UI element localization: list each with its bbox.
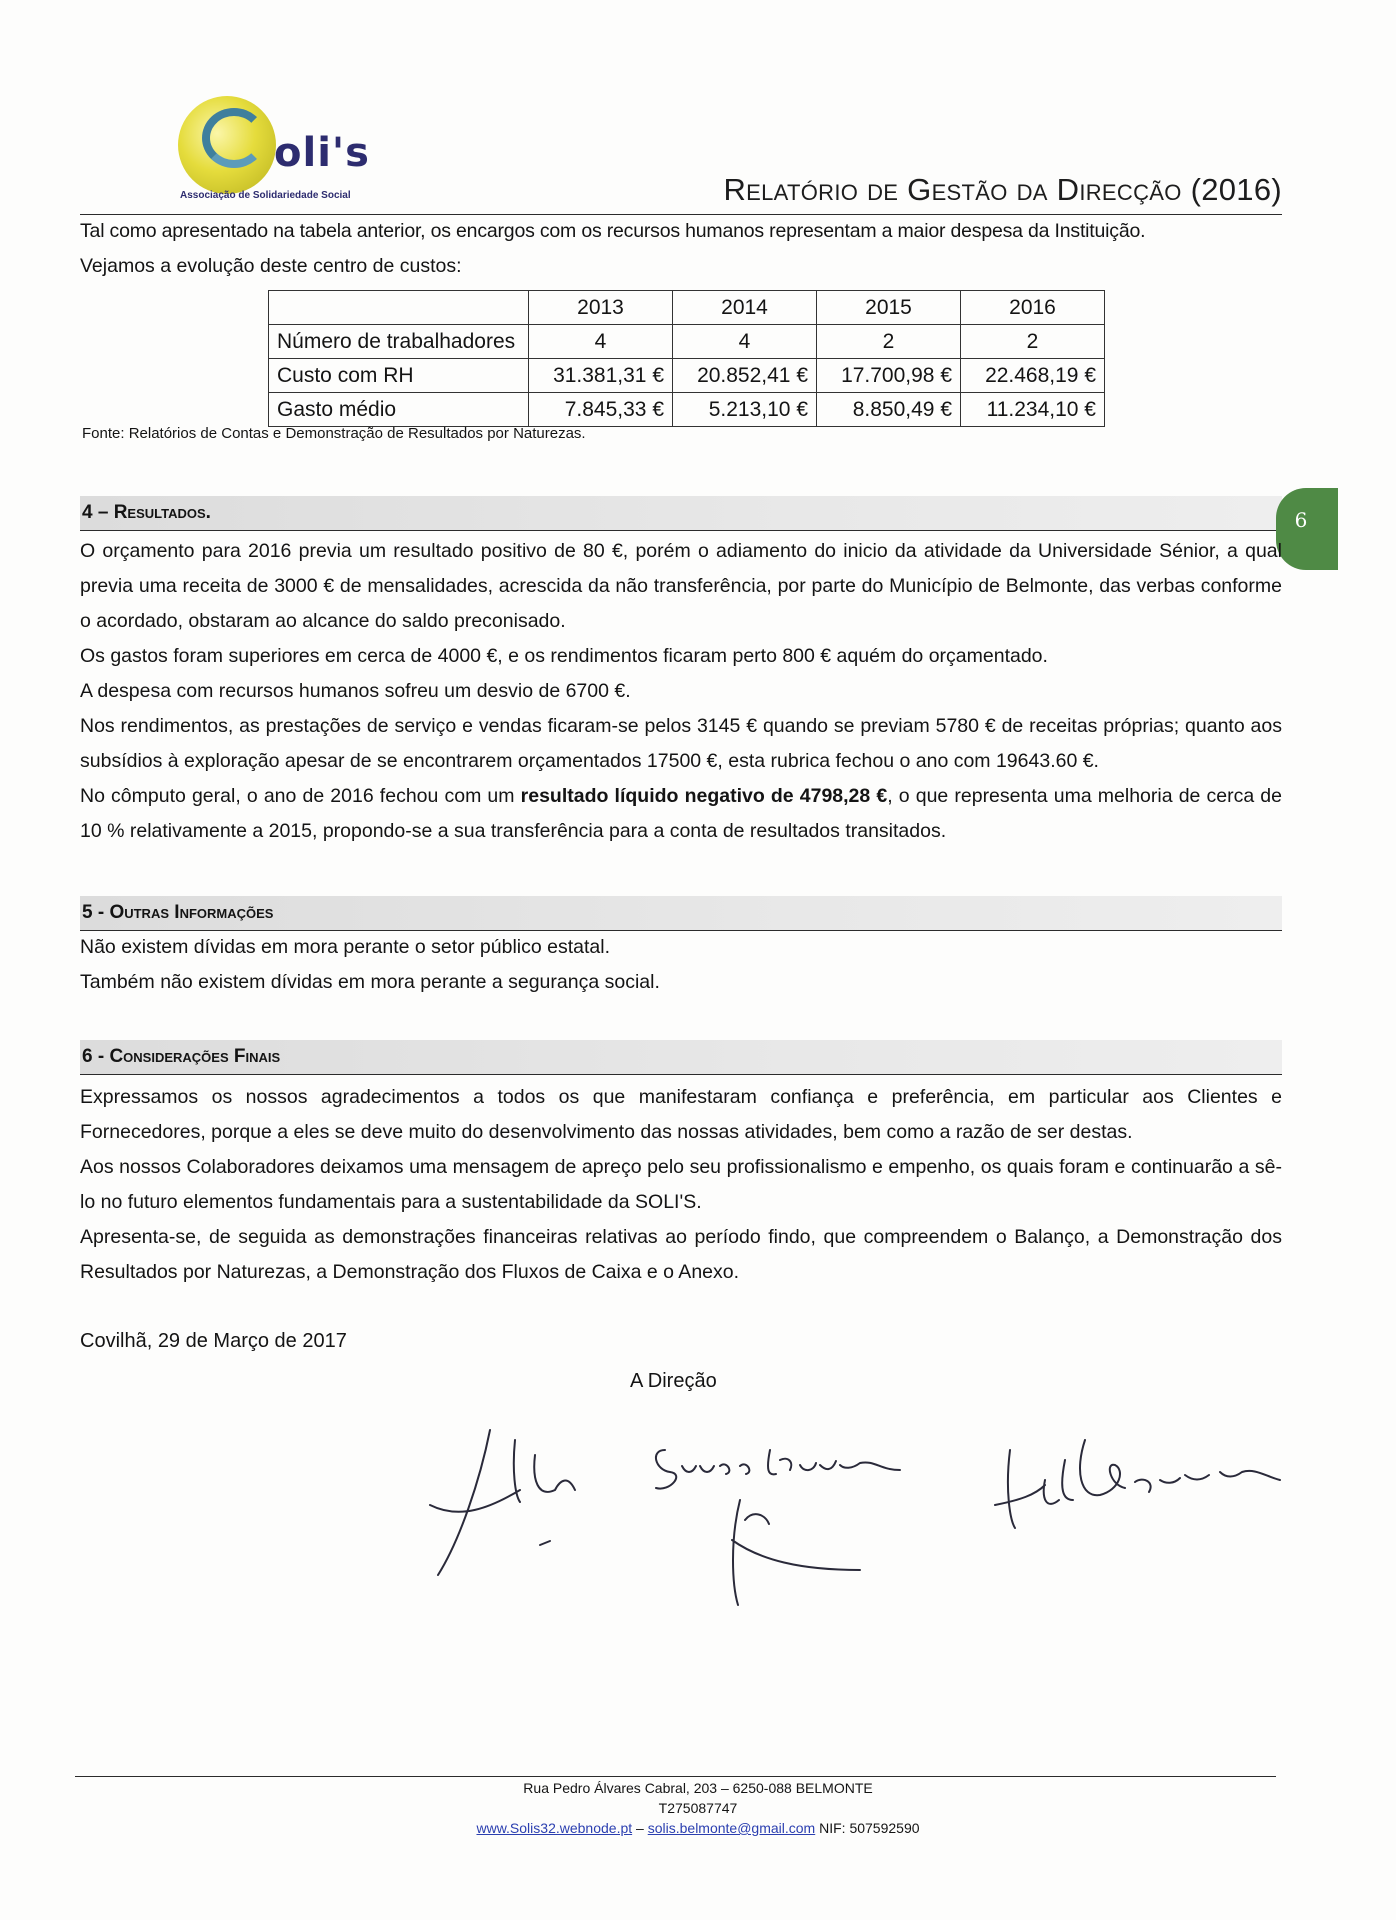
page-number: 6 <box>1294 508 1308 532</box>
table-header-row <box>269 291 1105 325</box>
net-result-highlight: resultado líquido negativo de 4798,28 € <box>520 785 888 807</box>
results-p5-end: , o que representa uma melhoria de cerca de 10 % relativamente a 2015, propondo-se a sua transferência para a conta de resultados transitados. <box>80 785 1282 842</box>
footer-separator: – <box>632 1820 648 1836</box>
results-paragraph-1: O orçamento para 2016 previa um resultado positivo de 80 €, porém o adiamento do inicio da atividade da Universidade Sénior, a qual previa uma receita de 3000 € de mensalidades, acrescida da não transferência, por parte do Município de Belmonte, das verbas conforme o acordado, obstaram ao alcance do saldo preconisado. <box>80 540 1282 632</box>
table-source-note: Fonte: Relatórios de Contas e Demonstração de Resultados por Naturezas. <box>82 425 586 442</box>
page-number-tab <box>1276 488 1338 570</box>
table-row <box>269 393 1105 427</box>
intro-line-2: Vejamos a evolução deste centro de custos: <box>80 255 462 277</box>
year-header: 2015 <box>817 291 961 325</box>
section-5-heading-bar <box>80 896 1282 931</box>
footer-nif: NIF: 507592590 <box>815 1820 920 1836</box>
handwritten-signatures <box>420 1410 1340 1610</box>
table-row <box>269 359 1105 393</box>
final-paragraph-3: Apresenta-se, de seguida as demonstrações financeiras relativas ao período findo, que compreendem o Balanço, a Demonstração dos Resultados por Naturezas, a Demonstração dos Fluxos de Caixa e o Anexo. <box>80 1226 1282 1283</box>
table-cell: 2 <box>817 325 961 359</box>
section-4-heading-bar <box>80 496 1282 531</box>
footer-phone: T275087747 <box>658 1800 738 1816</box>
intro-line-1: Tal como apresentado na tabela anterior, os encargos com os recursos humanos representam a maior despesa da Instituição. <box>80 220 1146 242</box>
table-cell: 2 <box>961 325 1105 359</box>
year-header: 2016 <box>961 291 1105 325</box>
report-title: Relatório de Gestão da Direcção (2016) <box>723 172 1282 207</box>
signature-2-name <box>656 1450 900 1489</box>
table-cell: 22.468,19 € <box>961 359 1105 393</box>
table-cell: 7.845,33 € <box>529 393 673 427</box>
table-corner-cell <box>269 291 529 325</box>
row-label: Número de trabalhadores <box>269 325 529 359</box>
year-header: 2013 <box>529 291 673 325</box>
section-6-heading: 6 - Considerações Finais <box>82 1046 281 1067</box>
footer-address: Rua Pedro Álvares Cabral, 203 – 6250-088 BELMONTE <box>523 1780 873 1796</box>
section-5-body <box>80 930 1282 1000</box>
table-cell: 4 <box>529 325 673 359</box>
section-6-heading-bar <box>80 1040 1282 1075</box>
results-paragraph-3: A despesa com recursos humanos sofreu um desvio de 6700 €. <box>80 680 631 702</box>
table-cell: 5.213,10 € <box>673 393 817 427</box>
results-paragraph-4: Nos rendimentos, as prestações de serviço e vendas ficaram-se pelos 3145 € quando se previam 5780 € de receitas próprias; quanto aos subsídios à exploração apesar de se encontrarem orçamentados 17500 €, esta rubrica fechou o ano com 19643.60 €. <box>80 715 1282 772</box>
logo-subtitle: Associação de Solidariedade Social <box>180 190 351 201</box>
logo-name: oli's <box>274 130 370 176</box>
footer-divider <box>75 1776 1276 1777</box>
other-info-line-2: Também não existem dívidas em mora perante a segurança social. <box>80 971 660 993</box>
intro-paragraph <box>80 214 1282 284</box>
final-paragraph-1: Expressamos os nossos agradecimentos a todos os que manifestaram confiança e preferência, em particular aos Clientes e Fornecedores, porque a eles se deve muito do desenvolvimento das nossas atividades, bem como a razão de ser destas. <box>80 1086 1282 1143</box>
logo-swirl-icon <box>202 108 266 168</box>
table-cell: 4 <box>673 325 817 359</box>
section-5-heading: 5 - Outras Informações <box>82 902 274 923</box>
table-row <box>269 325 1105 359</box>
signature-1-mark <box>540 1541 550 1545</box>
table-cell: 31.381,31 € <box>529 359 673 393</box>
signature-2-initial <box>732 1500 860 1605</box>
row-label: Custo com RH <box>269 359 529 393</box>
row-label: Gasto médio <box>269 393 529 427</box>
hr-cost-table <box>268 290 1105 427</box>
signature-3 <box>995 1440 1280 1528</box>
year-header: 2014 <box>673 291 817 325</box>
signature-1 <box>430 1430 575 1575</box>
section-6-body <box>80 1080 1282 1290</box>
footer-contacts <box>0 1820 1396 1836</box>
results-p5-start: No cômputo geral, o ano de 2016 fechou com um <box>80 785 521 807</box>
section-4-heading: 4 – Resultados. <box>82 502 211 523</box>
table-cell: 8.850,49 € <box>817 393 961 427</box>
logo <box>170 90 440 210</box>
other-info-line-1: Não existem dívidas em mora perante o setor público estatal. <box>80 936 611 958</box>
website-link[interactable]: www.Solis32.webnode.pt <box>476 1820 633 1836</box>
table-cell: 11.234,10 € <box>961 393 1105 427</box>
signoff: A Direção <box>630 1370 717 1392</box>
email-link[interactable]: solis.belmonte@gmail.com <box>647 1820 816 1836</box>
table-cell: 17.700,98 € <box>817 359 961 393</box>
place-and-date: Covilhã, 29 de Março de 2017 <box>80 1330 347 1352</box>
final-paragraph-2: Aos nossos Colaboradores deixamos uma mensagem de apreço pelo seu profissionalismo e empenho, os quais foram e continuarão a sê-lo no futuro elementos fundamentais para a sustentabilidade da SOLI'S. <box>80 1156 1282 1213</box>
results-paragraph-2: Os gastos foram superiores em cerca de 4000 €, e os rendimentos ficaram perto 800 € aquém do orçamentado. <box>80 645 1048 667</box>
results-paragraph-5 <box>80 779 1282 849</box>
section-4-body <box>80 534 1282 849</box>
table-cell: 20.852,41 € <box>673 359 817 393</box>
